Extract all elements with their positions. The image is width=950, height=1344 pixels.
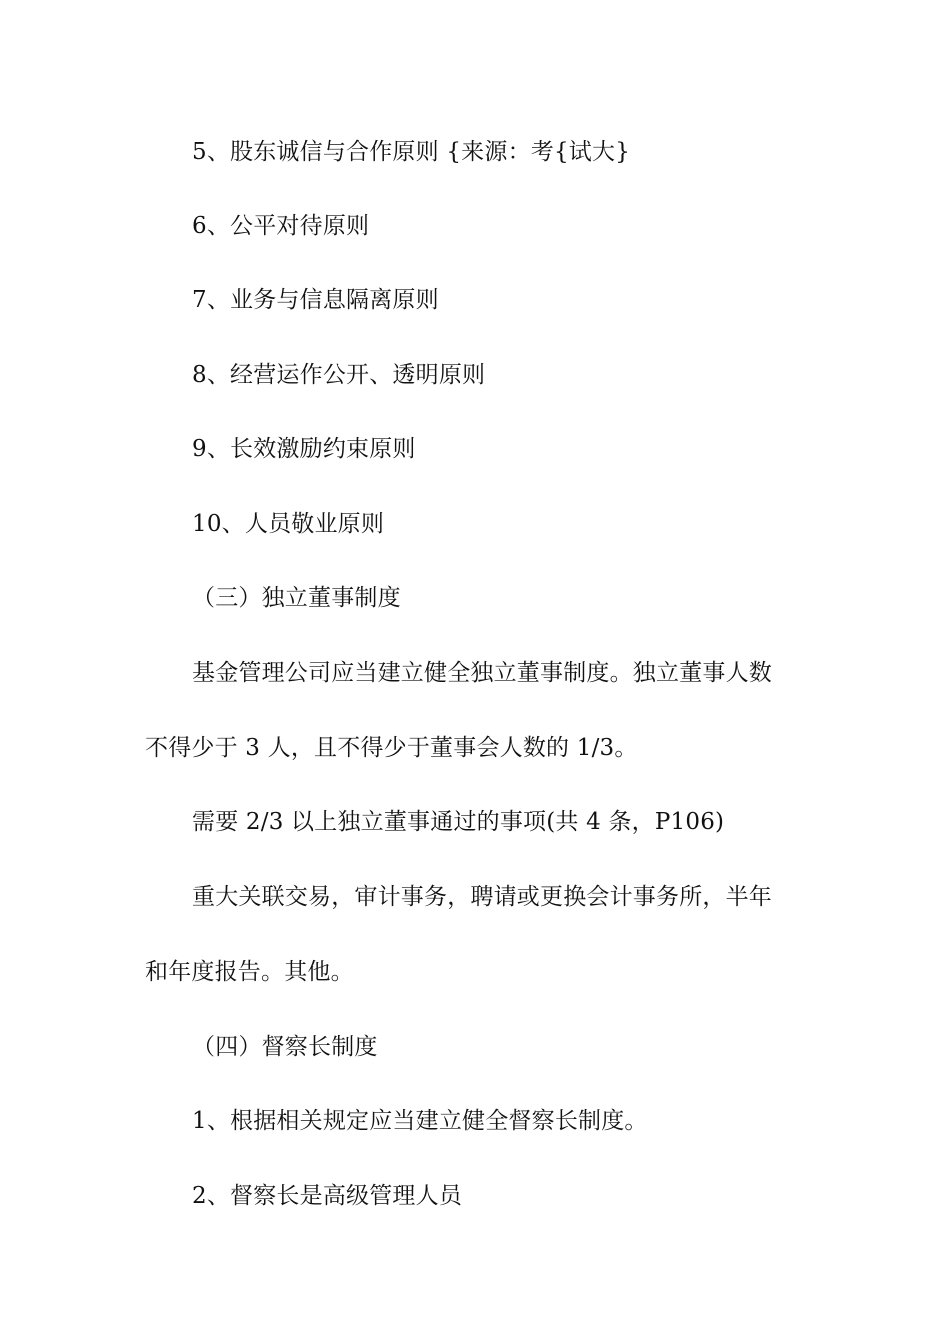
principle-6-line: 6、公平对待原则 bbox=[192, 213, 370, 239]
principle-9-line: 9、长效激励约束原则 bbox=[192, 436, 416, 462]
compliance-item-2-line: 2、督察长是高级管理人员 bbox=[192, 1183, 463, 1209]
section-heading-compliance-officer: （四）督察长制度 bbox=[192, 1034, 378, 1060]
principle-7-line: 7、业务与信息隔离原则 bbox=[192, 287, 439, 313]
paragraph-two-thirds-approval: 需要 2/3 以上独立董事通过的事项(共 4 条，P106) bbox=[192, 809, 725, 835]
principle-8-line: 8、经营运作公开、透明原则 bbox=[192, 362, 486, 388]
principle-10-line: 10、人员敬业原则 bbox=[192, 511, 385, 537]
principle-5-line: 5、股东诚信与合作原则 {来源：考{试大} bbox=[192, 139, 631, 165]
paragraph-independent-directors-line-1: 基金管理公司应当建立健全独立董事制度。独立董事人数 bbox=[192, 660, 772, 686]
paragraph-related-matters-line-2: 和年度报告。其他。 bbox=[145, 959, 354, 985]
compliance-item-1-line: 1、根据相关规定应当建立健全督察长制度。 bbox=[192, 1108, 648, 1134]
paragraph-related-matters-line-1: 重大关联交易，审计事务，聘请或更换会计事务所，半年 bbox=[192, 884, 772, 910]
section-heading-independent-directors: （三）独立董事制度 bbox=[192, 585, 401, 611]
paragraph-independent-directors-line-2: 不得少于 3 人，且不得少于董事会人数的 1/3。 bbox=[145, 735, 638, 761]
